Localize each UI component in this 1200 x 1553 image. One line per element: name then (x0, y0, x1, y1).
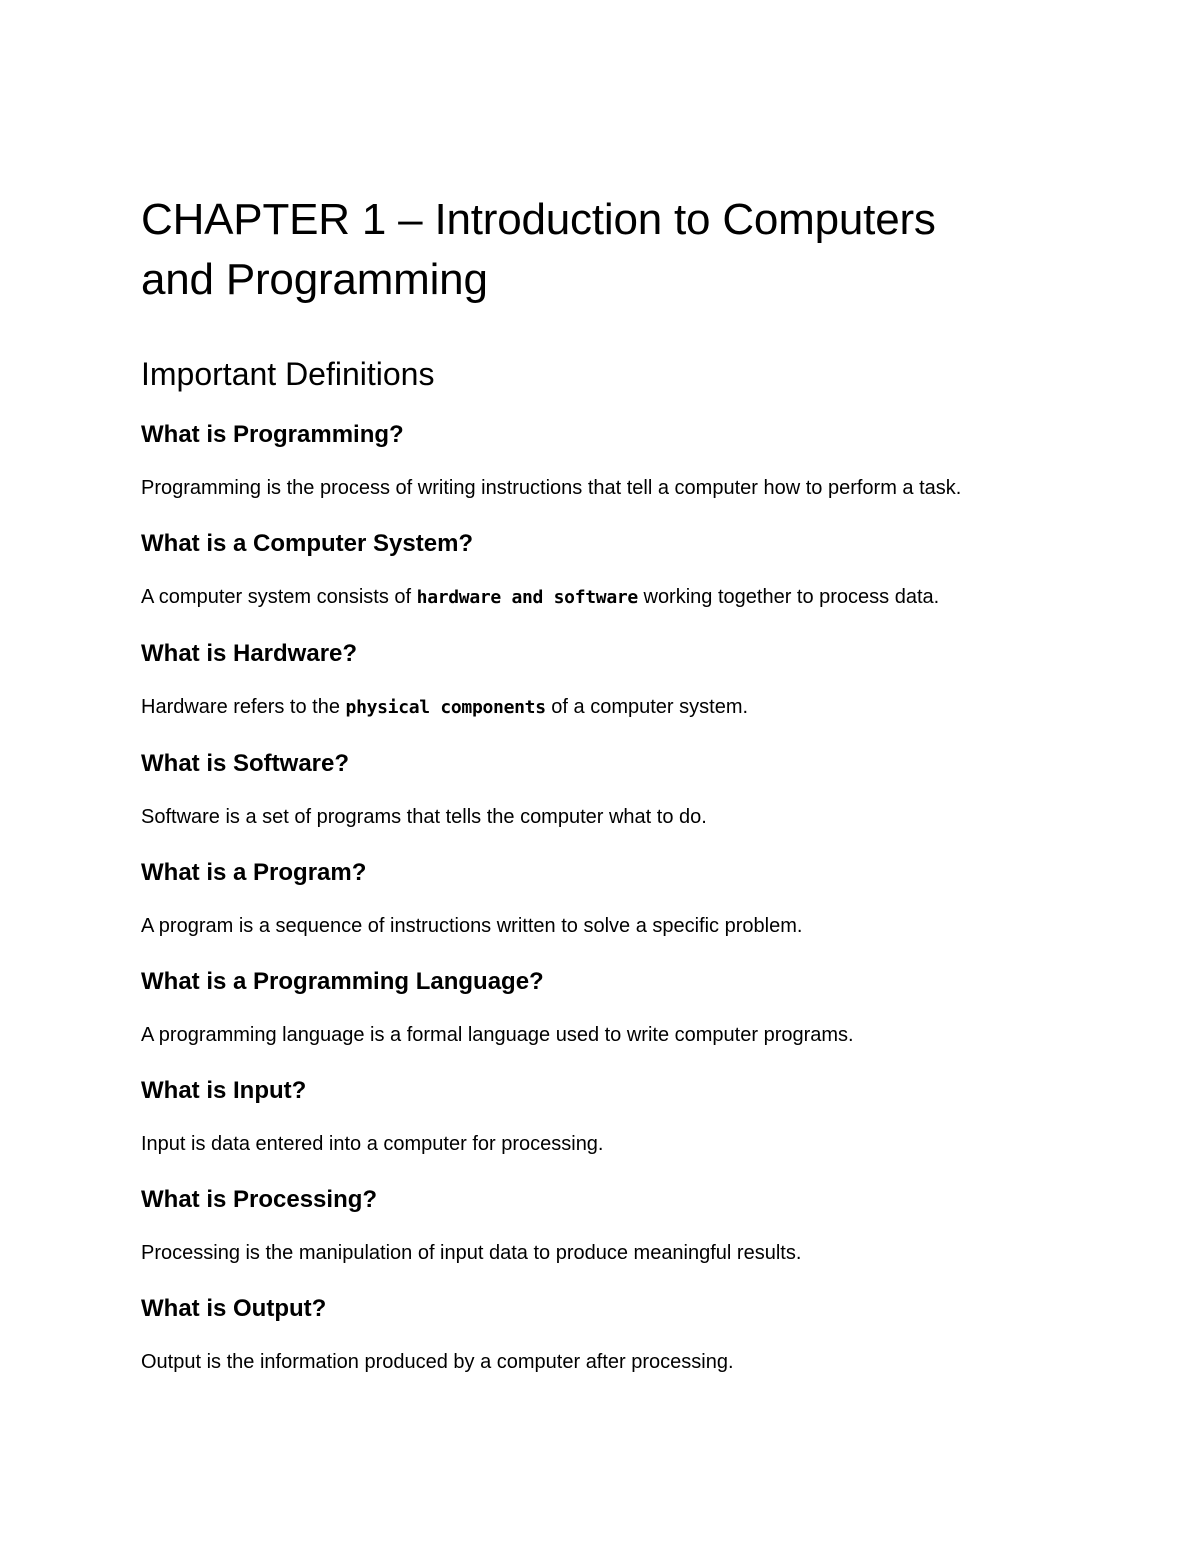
definition-question: What is Hardware? (141, 640, 358, 667)
definition-answer (141, 1240, 1071, 1266)
answer-text: Input is data entered into a computer for processing. (141, 1133, 604, 1155)
definition-answer (141, 804, 1071, 830)
answer-text: A program is a sequence of instructions written to solve a specific problem. (141, 915, 803, 937)
answer-text: Software is a set of programs that tells the computer what to do. (141, 806, 707, 828)
definition-input (141, 1076, 1071, 1157)
answer-text: Programming is the process of writing instructions that tell a computer how to perform a task. (141, 477, 962, 499)
definition-answer (141, 913, 1071, 939)
document-page (141, 190, 1071, 1375)
answer-text: Hardware refers to the (141, 696, 346, 718)
definition-programming-language (141, 967, 1071, 1048)
definition-question: What is a Computer System? (141, 530, 474, 557)
chapter-title-line-2: and Programming (141, 255, 488, 304)
definition-software (141, 749, 1071, 830)
definition-question: What is a Program? (141, 859, 367, 886)
answer-emphasis: physical components (345, 697, 546, 718)
definition-computer-system (141, 529, 1071, 611)
chapter-title-line-1: CHAPTER 1 – Introduction to Computers (141, 195, 936, 244)
definition-question: What is Input? (141, 1077, 307, 1104)
definition-answer (141, 584, 1071, 611)
answer-text: A programming language is a formal language used to write computer programs. (141, 1024, 854, 1046)
definitions-list (141, 420, 1071, 1375)
answer-text-after: of a computer system. (545, 696, 749, 718)
definition-processing (141, 1185, 1071, 1266)
answer-text: A computer system consists of (141, 586, 417, 608)
definition-question: What is Programming? (141, 421, 404, 448)
definition-programming (141, 420, 1071, 501)
answer-text: Output is the information produced by a computer after processing. (141, 1351, 734, 1373)
definition-question: What is Software? (141, 750, 350, 777)
definition-answer (141, 1131, 1071, 1157)
chapter-title (141, 190, 1071, 310)
definition-answer (141, 694, 1071, 721)
definition-answer (141, 1022, 1071, 1048)
definition-question: What is a Programming Language? (141, 968, 544, 995)
answer-text: Processing is the manipulation of input data to produce meaningful results. (141, 1242, 802, 1264)
definition-program (141, 858, 1071, 939)
definition-hardware (141, 639, 1071, 721)
definition-question: What is Output? (141, 1295, 327, 1322)
answer-emphasis: hardware and software (416, 587, 638, 608)
section-title: Important Definitions (141, 356, 435, 392)
definition-answer (141, 475, 1071, 501)
definition-output (141, 1294, 1071, 1375)
definition-question: What is Processing? (141, 1186, 378, 1213)
answer-text-after: working together to process data. (637, 586, 940, 608)
definition-answer (141, 1349, 1071, 1375)
